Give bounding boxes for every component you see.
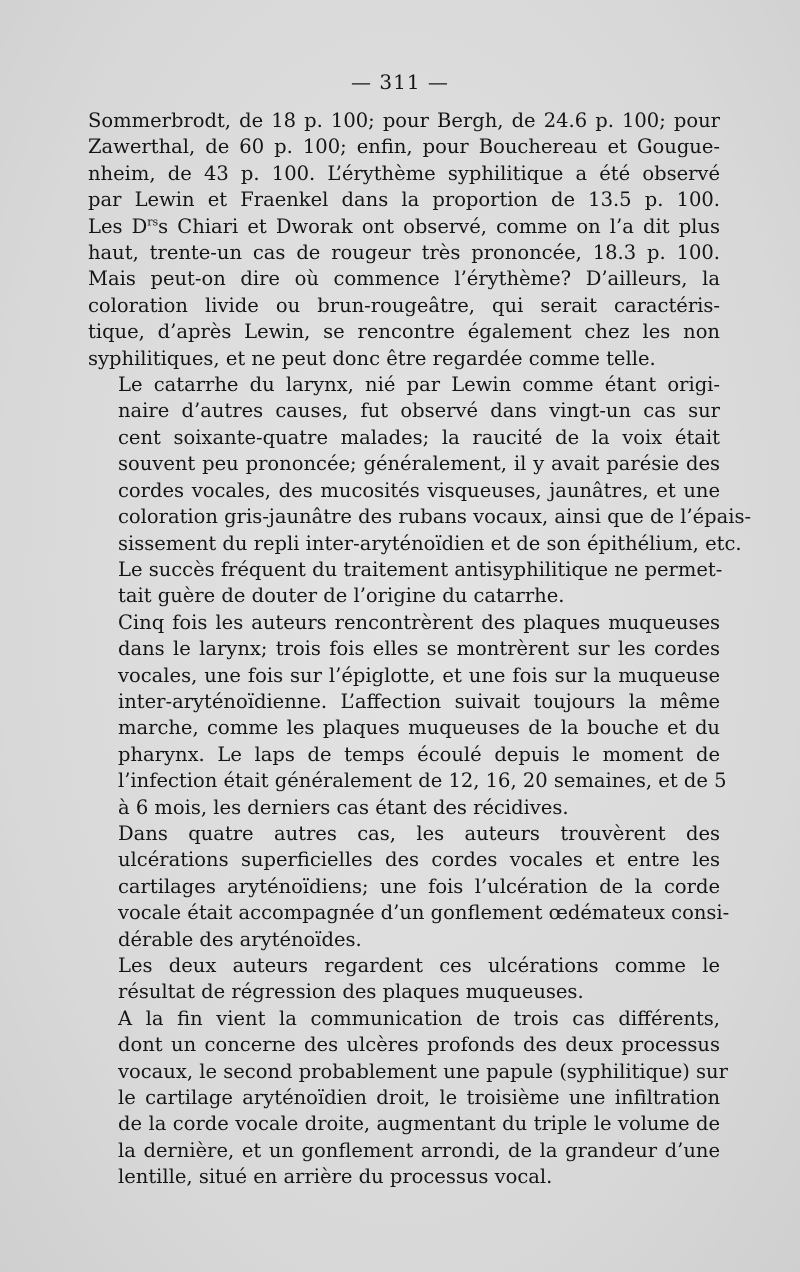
text-line: ulcérations superficielles des cordes vocales et entre les	[118, 848, 720, 872]
text-line: coloration gris-jaunâtre des rubans vocaux, ainsi que de l’épais-	[118, 505, 752, 529]
text-line: Sommerbrodt, de 18 p. 100; pour Bergh, de 24.6 p. 100; pour	[88, 109, 720, 132]
text-line: de la corde vocale droite, augmentant du triple le volume de	[118, 1112, 720, 1136]
paragraph-6	[88, 1006, 728, 1191]
text-line: sissement du repli inter-aryténoïdien et de son épithélium, etc.	[118, 531, 742, 555]
text-line: le cartilage aryténoïdien droit, le troisième une infiltration	[118, 1086, 720, 1110]
text-line: par Lewin et Fraenkel dans la proportion de 13.5 p. 100.	[88, 188, 720, 212]
text-line: cordes vocales, des mucosités visqueuses, jaunâtres, et une	[118, 478, 720, 502]
text-line: tique, d’après Lewin, se rencontre également chez les non	[88, 320, 720, 344]
text-line: dont un concerne des ulcères profonds des deux processus	[118, 1033, 720, 1057]
paragraph-1	[88, 108, 720, 372]
text-line: nheim, de 43 p. 100. L’érythème syphilitique a été observé	[88, 161, 720, 185]
text-line: cent soixante-quatre malades; la raucité de la voix était	[118, 425, 720, 449]
text-line: vocales, une fois sur l’épiglotte, et une fois sur la muqueuse	[118, 663, 720, 687]
text-line: haut, trente-un cas de rougeur très prononcée, 18.3 p. 100.	[88, 241, 720, 265]
text-line: tait guère de douter de l’origine du catarrhe.	[118, 584, 565, 608]
text-line: la dernière, et un gonflement arrondi, de la grandeur d’une	[118, 1138, 720, 1162]
text-line: vocaux, le second probablement une papule (syphilitique) sur	[118, 1059, 728, 1083]
text-line: Mais peut-on dire où commence l’érythème? D’ailleurs, la	[88, 267, 720, 291]
text-line: l’infection était généralement de 12, 16, 20 semaines, et de 5	[118, 769, 727, 793]
text-line: à 6 mois, les derniers cas étant des récidives.	[118, 795, 569, 819]
text-line: cartilages aryténoïdiens; une fois l’ulcération de la corde	[118, 874, 720, 898]
text-line: dans le larynx; trois fois elles se montrèrent sur les cordes	[118, 637, 720, 661]
page-number: — 311 —	[351, 70, 449, 94]
text-line: marche, comme les plaques muqueuses de la bouche et du	[118, 716, 720, 740]
text-line: résultat de régression des plaques muqueuses.	[118, 980, 584, 1004]
text-line: souvent peu prononcée; généralement, il y avait parésie des	[118, 452, 720, 476]
text-line: Le catarrhe du larynx, nié par Lewin comme étant origi-	[118, 373, 720, 397]
paragraph-4	[88, 821, 730, 953]
text-line: Les $D^{rs}s$ Chiari et Dworak ont observé, comme on l’a dit plus	[88, 214, 720, 238]
body-text	[88, 108, 752, 1191]
text-line: Zawerthal, de 60 p. 100; enfin, pour Bouchereau et Gougue-	[88, 135, 720, 159]
text-line: dérable des aryténoïdes.	[118, 927, 362, 951]
paragraph-3	[88, 610, 727, 821]
text-line: syphilitiques, et ne peut donc être regardée comme telle.	[88, 346, 656, 370]
text-line: Cinq fois les auteurs rencontrèrent des plaques muqueuses	[118, 610, 720, 634]
text-line: lentille, situé en arrière du processus vocal.	[118, 1165, 553, 1189]
text-line: Le succès fréquent du traitement antisyphilitique ne permet-	[118, 557, 723, 581]
text-line: pharynx. Le laps de temps écoulé depuis le moment de	[118, 742, 720, 766]
text-line: vocale était accompagnée d’un gonflement œdémateux consi-	[118, 901, 730, 925]
text-line: inter-aryténoïdienne. L’affection suivait toujours la même	[118, 689, 720, 713]
text-line: naire d’autres causes, fut observé dans vingt-un cas sur	[118, 399, 720, 423]
paragraph-2	[88, 372, 752, 610]
text-line: Les deux auteurs regardent ces ulcérations comme le	[118, 954, 720, 977]
paragraph-5	[88, 953, 720, 1006]
text-line: A la fin vient la communication de trois cas différents,	[118, 1006, 720, 1030]
text-line: Dans quatre autres cas, les auteurs trouvèrent des	[118, 821, 720, 845]
text-line: coloration livide ou brun-rougeâtre, qui serait caractéris-	[88, 293, 720, 317]
